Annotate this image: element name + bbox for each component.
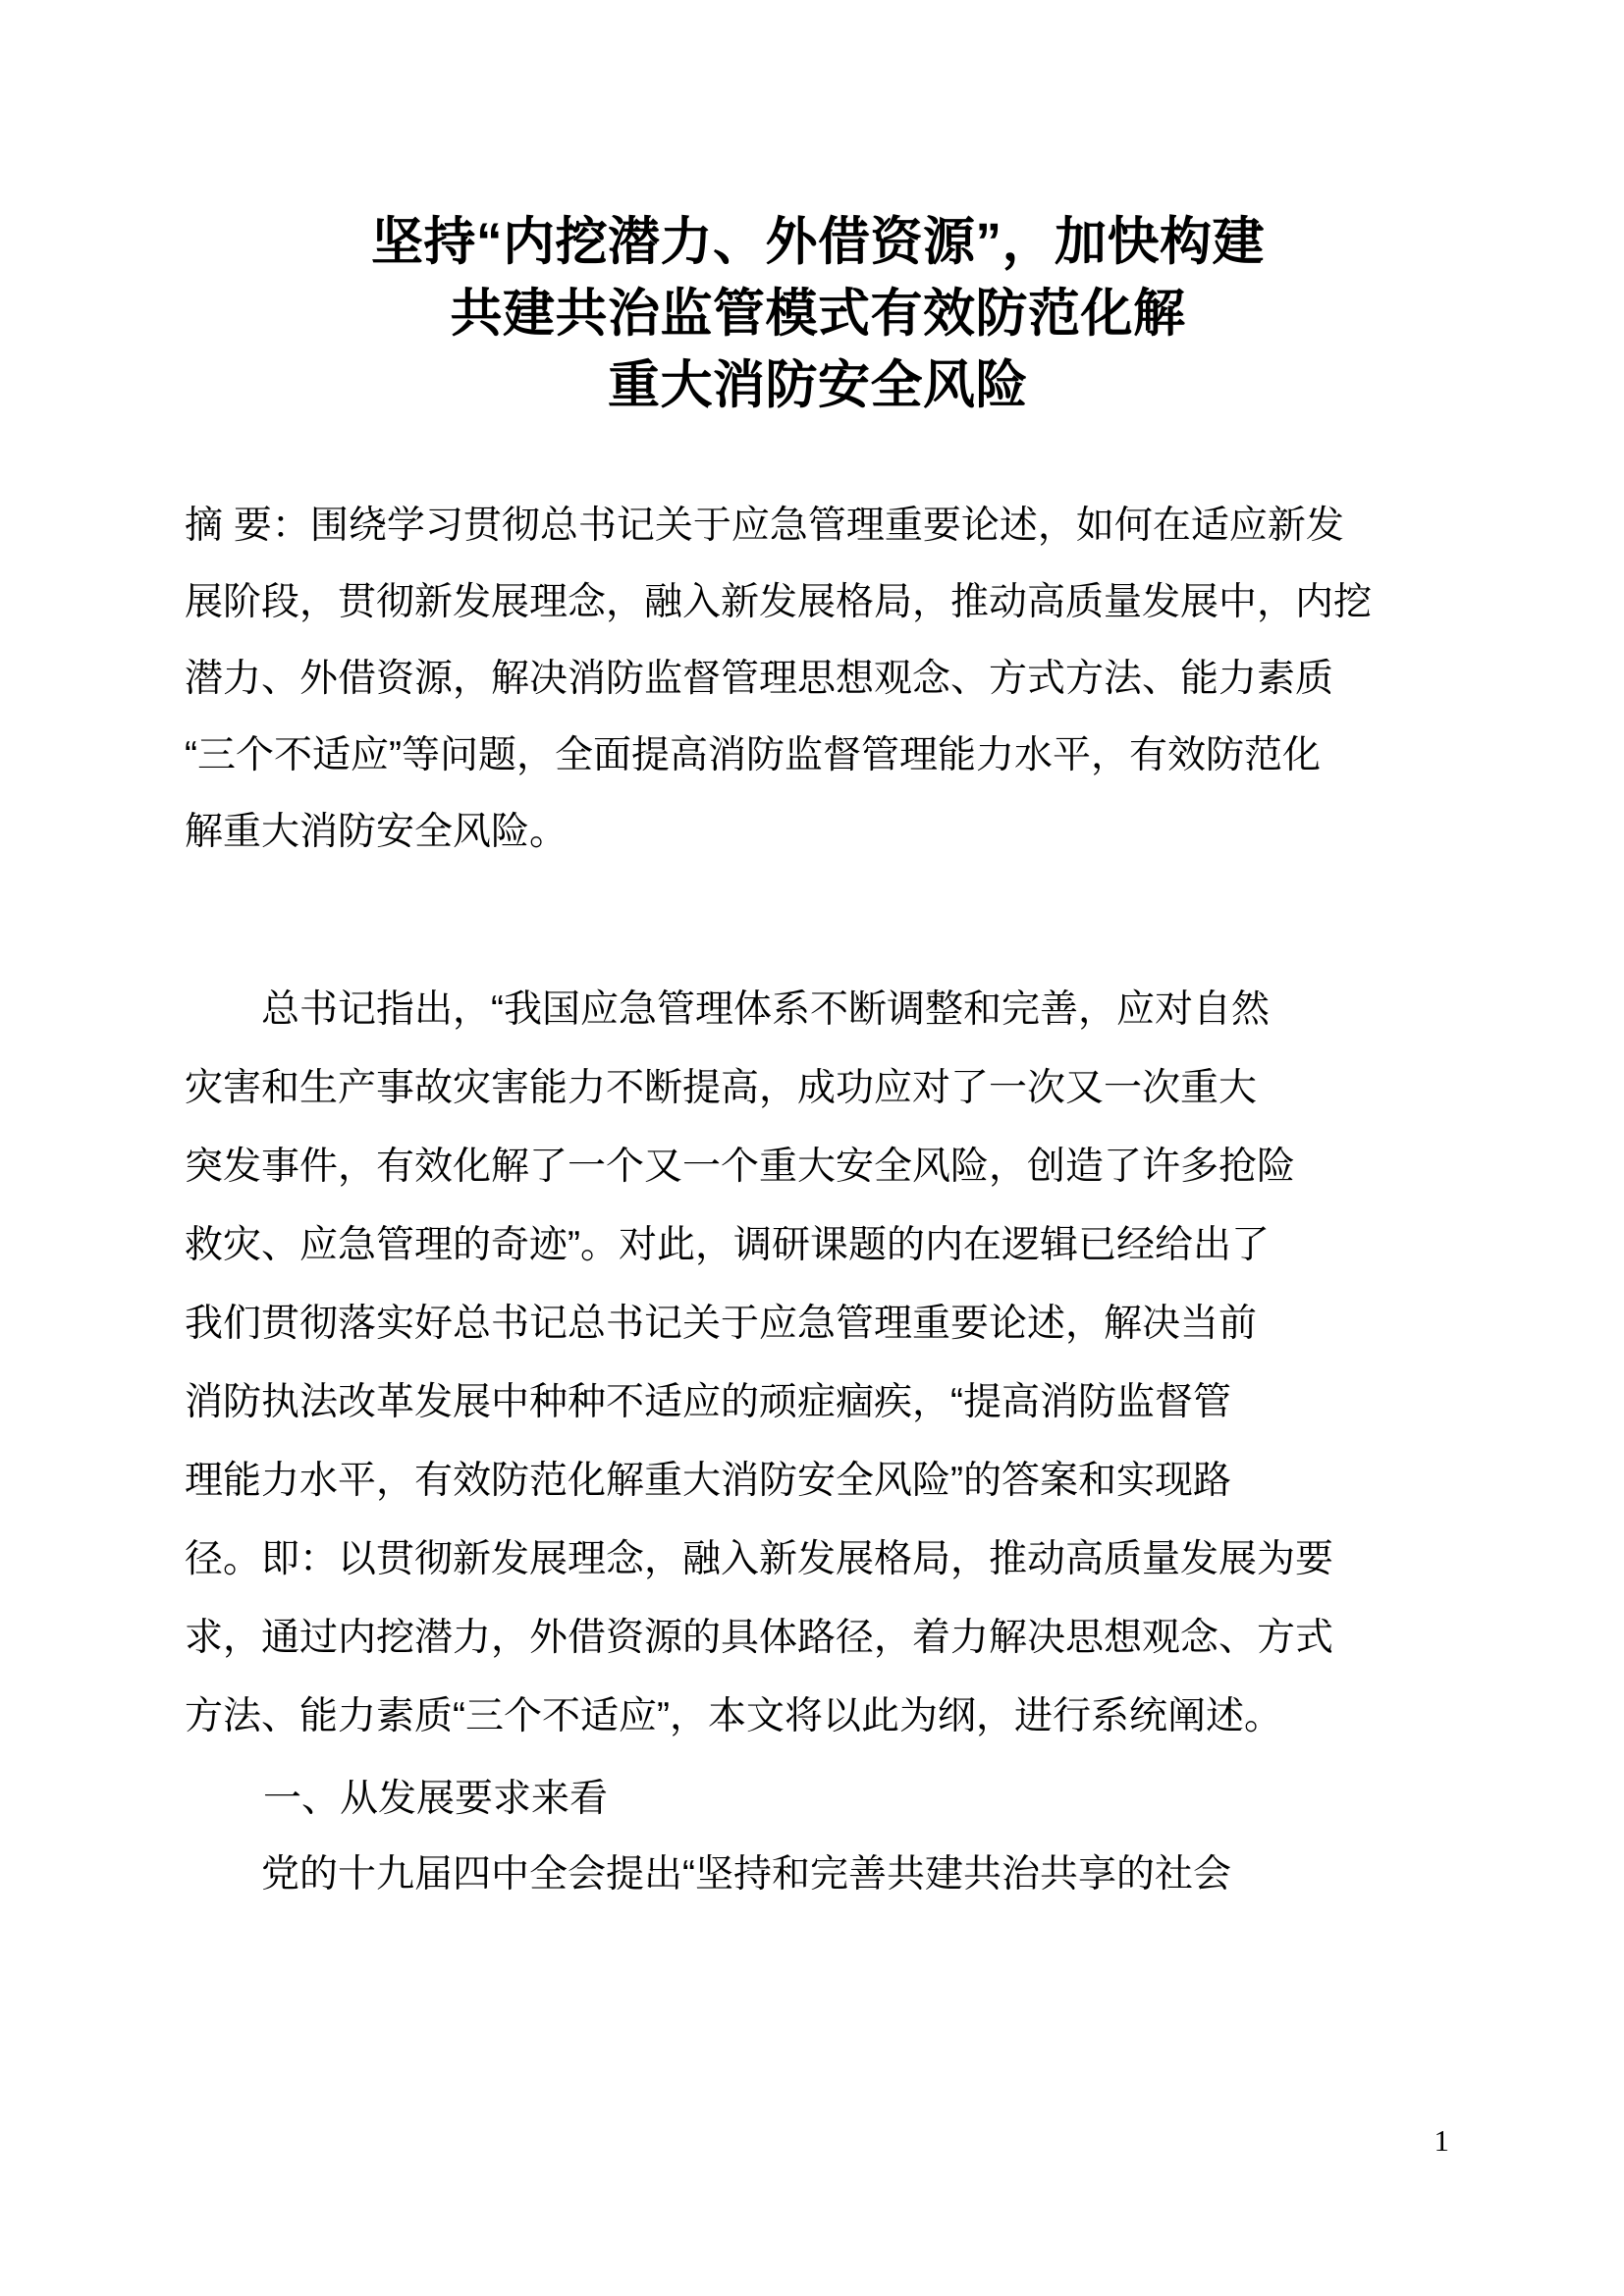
body-line-4: 救灾、应急管理的奇迹”。对此，调研课题的内在逻辑已经给出了 [185, 1224, 1270, 1266]
abstract-line-2: 展阶段，贯彻新发展理念，融入新发展格局，推动高质量发展中，内挖 [185, 581, 1373, 623]
abstract-line-3: 潜力、外借资源，解决消防监督管理思想观念、方式方法、能力素质 [185, 658, 1334, 700]
body-line-3: 突发事件，有效化解了一个又一个重大安全风险，创造了许多抢险 [185, 1146, 1296, 1188]
tail-line-1: 党的十九届四中全会提出“坚持和完善共建共治共享的社会 [185, 1853, 1231, 1896]
abstract-line-1: 摘 要：围绕学习贯彻总书记关于应急管理重要论述，如何在适应新发 [185, 505, 1344, 547]
body-line-5: 我们贯彻落实好总书记总书记关于应急管理重要论述，解决当前 [185, 1303, 1258, 1345]
body-paragraph [185, 971, 1451, 1756]
abstract-line-4: “三个不适应”等问题，全面提高消防监督管理能力水平，有效防范化 [185, 734, 1321, 776]
body-line-9: 求，通过内挖潜力，外借资源的具体路径，着力解决思想观念、方式 [185, 1617, 1334, 1659]
title-line-3: 重大消防安全风险 [608, 356, 1028, 414]
body-line-8: 径。即：以贯彻新发展理念，融入新发展格局，推动高质量发展为要 [185, 1538, 1334, 1580]
page-number: 1 [1434, 2123, 1449, 2158]
section-heading: 一、从发展要求来看 [263, 1778, 609, 1820]
page-title [185, 206, 1451, 421]
body-line-2: 灾害和生产事故灾害能力不断提高，成功应对了一次又一次重大 [185, 1067, 1258, 1109]
body-line-1: 总书记指出，“我国应急管理体系不断调整和完善，应对自然 [185, 988, 1270, 1031]
tail-paragraph [185, 1837, 1451, 1913]
title-line-1: 坚持“内挖潜力、外借资源”，加快构建 [371, 213, 1265, 271]
abstract-line-5: 解重大消防安全风险。 [185, 811, 568, 853]
body-line-10: 方法、能力素质“三个不适应”，本文将以此为纲，进行系统阐述。 [185, 1695, 1282, 1737]
page-content [185, 0, 1451, 1913]
body-line-6: 消防执法改革发展中种种不适应的顽症痼疾，“提高消防监督管 [185, 1381, 1231, 1423]
abstract-block [185, 488, 1451, 871]
title-line-2: 共建共治监管模式有效防范化解 [450, 285, 1186, 343]
body-line-7: 理能力水平，有效防范化解重大消防安全风险”的答案和实现路 [185, 1460, 1231, 1502]
